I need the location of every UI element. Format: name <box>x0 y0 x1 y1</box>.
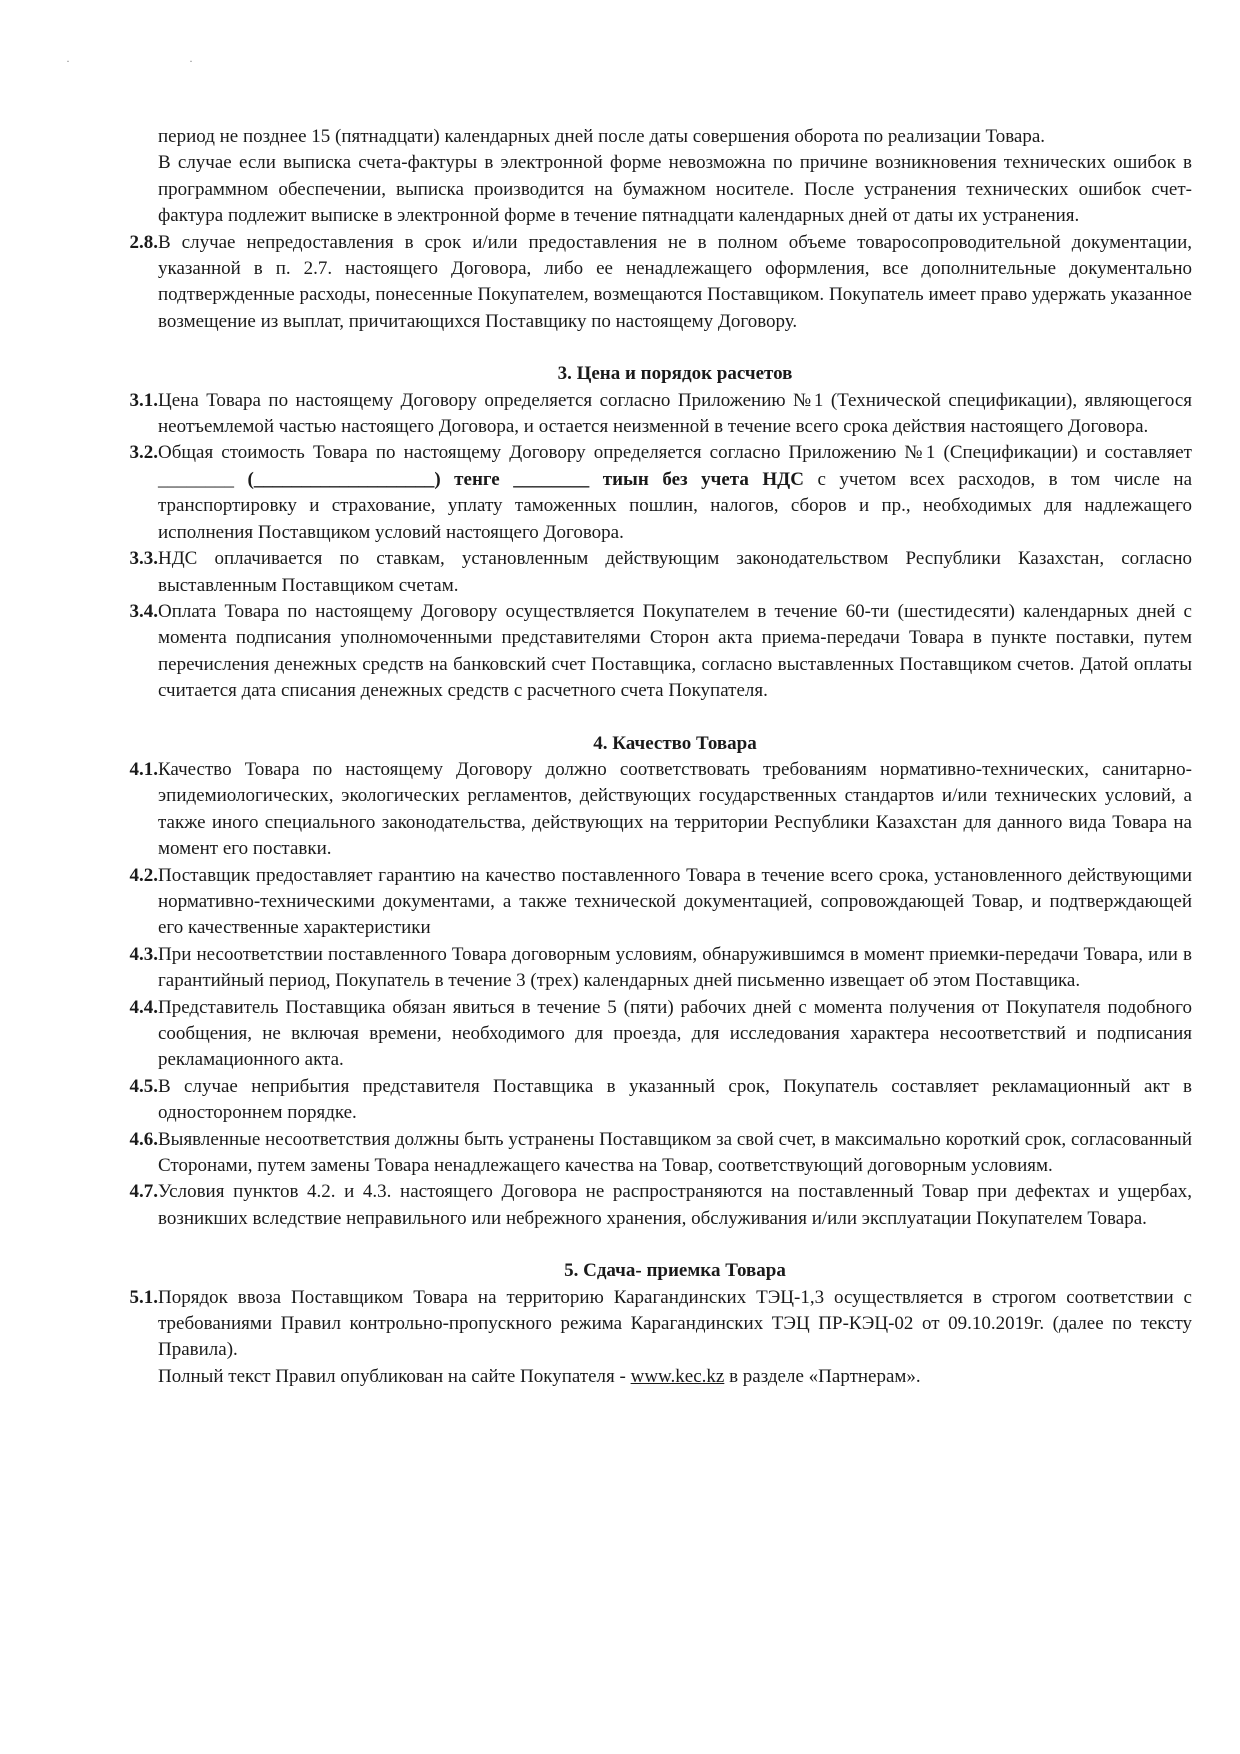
clause-number: 4.4. <box>129 996 158 1018</box>
clause-text: Цена Товара по настоящему Договору определяется согласно Приложению №1 (Технической спецификации), являющегося неотъемлемой частью настоящего Договора, и остается неизменной в течение всего срока действия настоящего Договора. <box>158 389 1192 438</box>
clause-3-3 <box>120 546 1192 599</box>
clause-4-6 <box>120 1127 1192 1180</box>
clause-text: Оплата Товара по настоящему Договору осуществляется Покупателем в течение 60-ти (шестидесяти) календарных дней с момента подписания уполномоченными представителями Сторон акта приема-передачи Товара в пункте поставки, путем перечисления денежных средств на банковский счет Поставщика, согласно выставленных Поставщиком счетов. Датой оплаты считается дата списания денежных средств с расчетного счета Покупателя. <box>158 600 1192 702</box>
clause-2-8 <box>120 230 1192 336</box>
clause-number: 4.5. <box>129 1075 158 1097</box>
clause-4-3 <box>120 942 1192 995</box>
clause-text: В случае непредоставления в срок и/или предоставления не в полном объеме товаросопроводительной документации, указанной в п. 2.7. настоящего Договора, либо ее ненадлежащего оформления, все дополнительные документально подтвержденные расходы, понесенные Покупателем, возмещаются Поставщиком. Покупатель имеет право удержать указанное возмещение из выплат, причитающихся Поставщику по настоящему Договору. <box>158 231 1192 332</box>
rules-note-text: в разделе «Партнерам». <box>724 1365 921 1387</box>
clause-text: Условия пунктов 4.2. и 4.3. настоящего Договора не распространяются на поставленный Товар при дефектах и ущербах, возникших вследствие неправильного или небрежного хранения, обслуживания и/или эксплуатации Покупателем Товара. <box>158 1181 1192 1229</box>
clause-3-1 <box>120 388 1192 441</box>
currency-label: ) тенге <box>434 468 514 490</box>
clause-number: 5.1. <box>129 1286 158 1308</box>
clause-text-part: с учетом всех расходов, в том числе на транспортировку и страхование, уплату таможенных пошлин, налогов, сборов и пр., необходимых для надлежащего исполнения Поставщиком условий настоящего Договора. <box>158 468 1193 543</box>
section-4-heading: 4. Качество Товара <box>593 732 757 754</box>
clause-text: Качество Товара по настоящему Договору должно соответствовать требованиям нормативно-технических, санитарно-эпидемиологических, экологических регламентов, действующих государственных стандартов и/или технических условий, а также иного специального законодательства, действующих на территории Республики Казахстан для данного вида Товара на момент его поставки. <box>158 758 1192 860</box>
clause-number: 4.7. <box>129 1181 158 1203</box>
section-3-heading: 3. Цена и порядок расчетов <box>557 363 793 385</box>
rules-note <box>120 1364 1192 1390</box>
clause-text: Выявленные несоответствия должны быть устранены Поставщиком за свой счет, в максимально короткий срок, согласованный Сторонами, путем замены Товара ненадлежащего качества на Товар, соответствующий договорным условиям. <box>158 1128 1192 1177</box>
clause-4-7 <box>120 1179 1192 1232</box>
clause-3-4 <box>120 599 1192 705</box>
clause-text: При несоответствии поставленного Товара договорным условиям, обнаружившимся в момент приемки-передачи Товара, или в гарантийный период, Покупатель в течение 3 (трех) календарных дней письменно извещает об этом Поставщика. <box>158 943 1192 992</box>
clause-text: Представитель Поставщика обязан явиться в течение 5 (пяти) рабочих дней с момента получения от Покупателя подобного сообщения, не включая времени, необходимого для проезда, для исследования характера несоответствий и подписания рекламационного акта. <box>158 996 1192 1071</box>
amount-blank: ________ <box>158 468 234 490</box>
tiyn-blank: ________ <box>513 468 590 490</box>
clause-number: 4.6. <box>129 1128 158 1150</box>
clause-number: 4.2. <box>129 864 158 886</box>
clause-number: 2.8. <box>129 231 158 253</box>
clause-text: В случае неприбытия представителя Поставщика в указанный срок, Покупатель составляет рекламационный акт в одностороннем порядке. <box>158 1075 1192 1124</box>
clause-text-part: Общая стоимость Товара по настоящему Договору определяется согласно Приложению №1 (Спецификации) и составляет <box>158 442 1192 464</box>
clause-4-1 <box>120 757 1192 863</box>
clause-number: 3.4. <box>129 600 158 622</box>
clause-number: 3.3. <box>129 548 158 570</box>
clause-4-2 <box>120 863 1192 942</box>
amount-words-blank: ___________________ <box>253 468 435 490</box>
section-5-heading: 5. Сдача- приемка Товара <box>564 1260 786 1282</box>
clause-text: НДС оплачивается по ставкам, установленным действующим законодательством Республики Казахстан, согласно выставленным Поставщиком счетам. <box>158 548 1192 596</box>
clause-5-1 <box>120 1285 1192 1364</box>
clause-text: Поставщик предоставляет гарантию на качество поставленного Товара в течение всего срока, установленного действующими нормативно-техническими документами, а также технической документацией, сопровождающей Товар, и подтверждающей его качественные характеристики <box>158 864 1192 939</box>
clause-text <box>158 440 1192 546</box>
clause-number: 3.2. <box>129 442 158 464</box>
paren-open: ( <box>234 468 254 490</box>
clause-4-5 <box>120 1074 1192 1127</box>
clause-number: 4.1. <box>129 758 158 780</box>
scan-specks: · · <box>66 54 251 68</box>
clause-number: 3.1. <box>129 389 158 411</box>
clause-text: Порядок ввоза Поставщиком Товара на территорию Карагандинских ТЭЦ-1,3 осуществляется в строгом соответствии с требованиями Правил контрольно-пропускного режима Карагандинских ТЭЦ ПР-КЭЦ-02 от 09.10.2019г. (далее по тексту Правила). <box>158 1286 1192 1361</box>
rules-note-text: Полный текст Правил опубликован на сайте Покупателя - <box>158 1365 631 1387</box>
clause-4-4 <box>120 995 1192 1074</box>
paragraph-intro-2: В случае если выписка счета-фактуры в электронной форме невозможна по причине возникновения технических ошибок в программном обеспечении, выписка производится на бумажном носителе. После устранения технических ошибок счет-фактура подлежит выписке в электронной форме в течение пятнадцати календарных дней от даты их устранения. <box>158 152 1192 227</box>
paragraph-intro-1: период не позднее 15 (пятнадцати) календарных дней после даты совершения оборота по реализации Товара. <box>158 126 1046 147</box>
vat-note: тиын без учета НДС <box>589 468 804 490</box>
clause-number: 4.3. <box>129 943 158 965</box>
website-link[interactable]: www.kec.kz <box>630 1365 725 1387</box>
contract-body <box>120 124 1192 1390</box>
clause-3-2 <box>120 440 1192 546</box>
